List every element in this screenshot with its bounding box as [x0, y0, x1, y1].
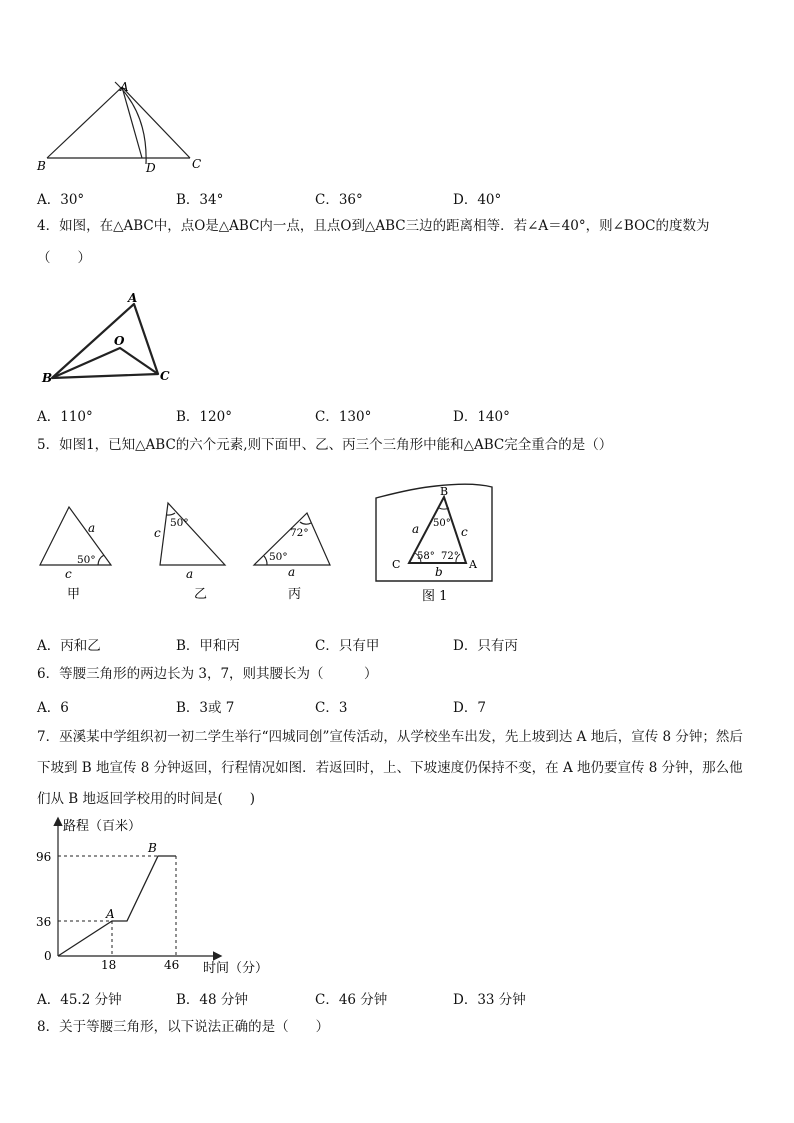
fig1-label-b: B — [440, 485, 449, 498]
q3-side-ab — [47, 87, 122, 158]
q4-label-o: O — [114, 334, 125, 348]
bing-angle-left-arc — [264, 556, 267, 565]
q4-triangle — [52, 304, 158, 378]
q4-stem-line1: 4．如图，在△ABC中，点O是△ABC内一点，且点O到△ABC三边的距离相等．若∠A＝40°，则∠BOC的度数为 — [37, 218, 710, 234]
q7-distance-line — [58, 856, 176, 956]
fig1-angle-b: 50° — [433, 518, 451, 529]
jia-angle-arc — [98, 555, 104, 565]
q8-stem: 8．关于等腰三角形，以下说法正确的是（ ） — [37, 1019, 330, 1035]
fig1-side-b: b — [435, 565, 443, 579]
q7-stem-line2: 下坡到 B 地宣传 8 分钟返回，行程情况如图．若返回时，上、下坡速度仍保持不变，在 A 地仍要宣传 8 分钟，那么他 — [37, 760, 743, 776]
q5-option-c[interactable]: C．只有甲 — [315, 638, 380, 654]
q5-figure-1 — [372, 478, 496, 608]
bing-angle-left: 50° — [269, 551, 288, 563]
jia-side-a: a — [88, 521, 96, 535]
q7-stem-line3: 们从 B 地返回学校用的时间是( ) — [37, 791, 256, 807]
q4-stem-line2: （ ） — [37, 250, 91, 266]
q5-option-b[interactable]: B．甲和丙 — [176, 638, 240, 654]
q3-option-c[interactable]: C．36° — [315, 192, 363, 208]
q6-option-b[interactable]: B．3或 7 — [176, 700, 235, 716]
fig1-side-a: a — [412, 522, 420, 536]
q4-option-c[interactable]: C．130° — [315, 409, 372, 425]
yi-side-c: c — [154, 526, 161, 540]
q5-figure-jia — [35, 500, 125, 605]
fig1-angle-c: 58° — [417, 551, 435, 562]
q5-figure-yi — [150, 497, 240, 605]
q4-option-d[interactable]: D．140° — [453, 409, 510, 425]
q4-label-b: B — [42, 371, 53, 385]
bing-angle-top: 72° — [290, 527, 309, 539]
q3-label-c: C — [192, 157, 202, 171]
yi-triangle — [160, 503, 225, 565]
jia-side-c: c — [65, 567, 72, 581]
q7-option-b[interactable]: B．48 分钟 — [176, 992, 248, 1008]
q7-point-a: A — [106, 907, 115, 921]
fig1-label-a: A — [469, 558, 477, 571]
jia-label: 甲 — [67, 587, 81, 602]
fig1-arc-b — [439, 508, 449, 509]
q7-xlabel: 时间（分） — [203, 961, 269, 976]
q7-option-a[interactable]: A．45.2 分钟 — [37, 992, 122, 1008]
q3-option-a[interactable]: A．30° — [37, 192, 85, 208]
q7-option-c[interactable]: C．46 分钟 — [315, 992, 388, 1008]
q7-xtick-18: 18 — [101, 958, 117, 972]
q7-point-b: B — [148, 841, 157, 855]
q5-figure-bing — [250, 505, 340, 605]
q7-chart — [30, 815, 280, 980]
q7-ylabel: 路程（百米） — [63, 819, 142, 834]
q7-ytick-36: 36 — [36, 915, 52, 929]
yi-angle: 50° — [170, 517, 189, 529]
yi-angle-arc — [167, 513, 175, 515]
q5-option-d[interactable]: D．只有丙 — [453, 638, 518, 654]
q6-option-d[interactable]: D．7 — [453, 700, 486, 716]
fig1-label: 图 1 — [422, 589, 448, 604]
q3-label-a: A — [120, 80, 129, 94]
bing-angle-top-arc — [300, 522, 311, 524]
fig1-label-c: C — [392, 558, 401, 571]
q7-option-d[interactable]: D．33 分钟 — [453, 992, 526, 1008]
q7-ytick-96: 96 — [36, 850, 52, 864]
q7-xtick-46: 46 — [164, 958, 180, 972]
q5-option-a[interactable]: A．丙和乙 — [37, 638, 101, 654]
q5-stem: 5．如图1，已知△ABC的六个元素,则下面甲、乙、丙三个三角形中能和△ABC完全重合的是（） — [37, 437, 613, 453]
fig1-angle-a: 72° — [441, 551, 459, 562]
bing-label: 丙 — [288, 587, 302, 602]
q3-option-b[interactable]: B．34° — [176, 192, 224, 208]
q4-figure — [38, 288, 188, 388]
bing-side-a: a — [288, 565, 296, 579]
jia-angle: 50° — [77, 554, 96, 566]
yi-side-a: a — [186, 567, 194, 581]
jia-triangle — [40, 507, 111, 565]
q3-label-d: D — [146, 161, 156, 175]
q3-option-d[interactable]: D．40° — [453, 192, 502, 208]
q4-label-a: A — [128, 291, 138, 305]
fig1-side-c: c — [461, 525, 468, 539]
q6-stem: 6．等腰三角形的两边长为 3，7，则其腰长为（ ） — [37, 666, 378, 682]
q3-label-b: B — [37, 159, 46, 173]
q4-label-c: C — [160, 369, 170, 383]
q3-figure — [30, 78, 210, 178]
q3-arc — [115, 82, 146, 164]
q6-option-a[interactable]: A．6 — [37, 700, 69, 716]
q7-stem-line1: 7．巫溪某中学组织初一初二学生举行“四城同创”宣传活动，从学校坐车出发，先上坡到达 A 地后，宣传 8 分钟；然后 — [37, 729, 743, 745]
q6-option-c[interactable]: C．3 — [315, 700, 348, 716]
q4-option-b[interactable]: B．120° — [176, 409, 232, 425]
q7-ytick-0: 0 — [44, 949, 52, 963]
yi-label: 乙 — [194, 587, 208, 602]
q4-option-a[interactable]: A．110° — [37, 409, 93, 425]
